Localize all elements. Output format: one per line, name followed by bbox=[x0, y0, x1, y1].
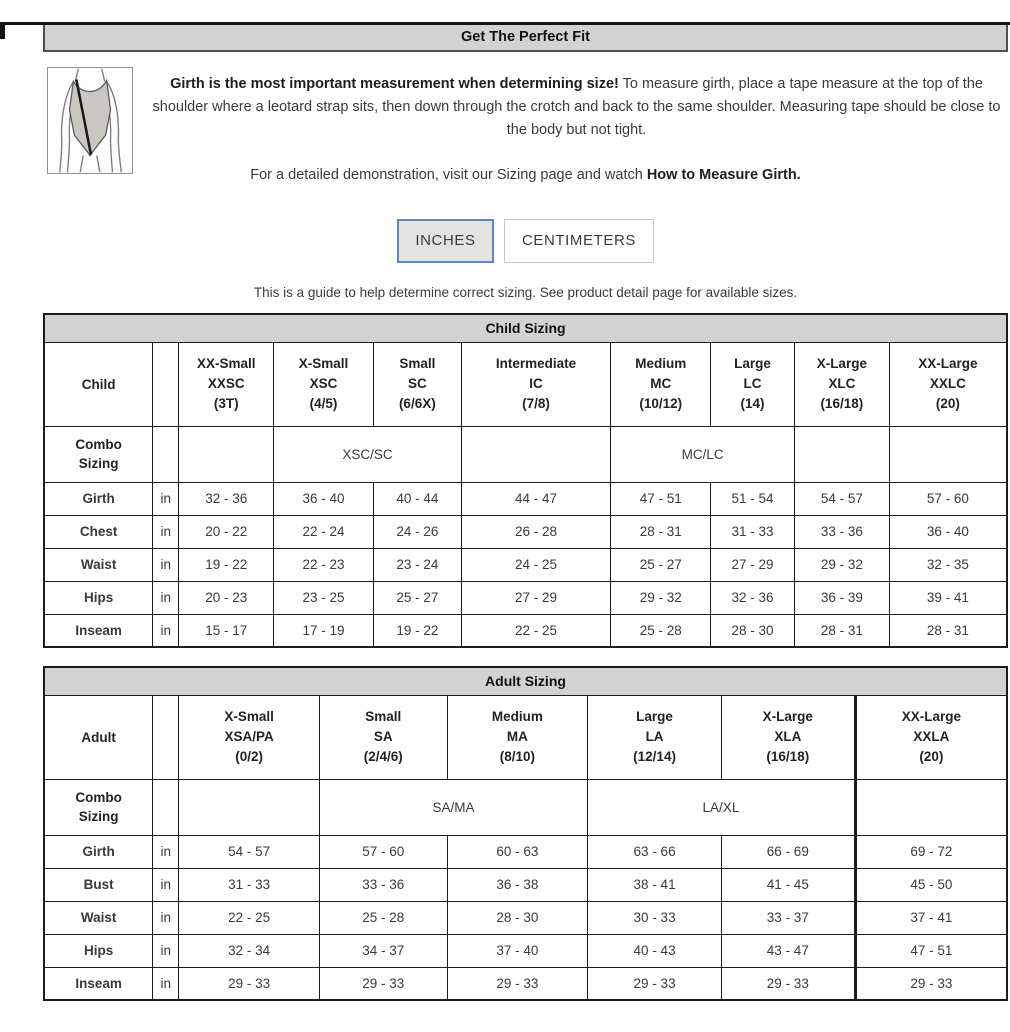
unit-cell: in bbox=[153, 581, 179, 614]
size-value-cell: 25 - 27 bbox=[373, 581, 461, 614]
combo-empty-cell bbox=[855, 779, 1007, 835]
size-code: MA bbox=[506, 729, 528, 744]
demo-line bbox=[43, 167, 1008, 183]
size-header-cell bbox=[794, 342, 889, 426]
size-value-cell: 29 - 33 bbox=[721, 967, 855, 1000]
size-value-cell: 25 - 28 bbox=[611, 614, 711, 647]
girth-instructions-text bbox=[145, 67, 1008, 142]
size-value-cell: 41 - 45 bbox=[721, 868, 855, 901]
size-value-cell: 57 - 60 bbox=[319, 835, 447, 868]
size-code: SC bbox=[407, 376, 427, 391]
size-value-cell: 28 - 31 bbox=[889, 614, 1007, 647]
size-value-cell: 32 - 36 bbox=[179, 482, 274, 515]
size-value-cell: 63 - 66 bbox=[588, 835, 722, 868]
size-value-cell: 66 - 69 bbox=[721, 835, 855, 868]
size-name: Intermediate bbox=[495, 356, 577, 371]
window-top-edge bbox=[0, 22, 1010, 25]
size-value-cell: 25 - 27 bbox=[611, 548, 711, 581]
combo-label-line: Sizing bbox=[78, 456, 119, 471]
unit-cell: in bbox=[153, 934, 179, 967]
combo-empty-cell bbox=[153, 426, 179, 482]
size-value-cell: 37 - 41 bbox=[855, 901, 1007, 934]
size-value-cell: 40 - 44 bbox=[373, 482, 461, 515]
size-name: Large bbox=[636, 709, 673, 724]
size-code: SA bbox=[373, 729, 393, 744]
size-value-cell: 54 - 57 bbox=[179, 835, 320, 868]
size-value-cell: 24 - 25 bbox=[461, 548, 611, 581]
size-header-cell bbox=[179, 695, 320, 779]
size-value-cell: 24 - 26 bbox=[373, 515, 461, 548]
size-header-cell bbox=[855, 695, 1007, 779]
row-label-cell: Girth bbox=[44, 482, 153, 515]
size-name: XX-Large bbox=[918, 356, 978, 371]
size-value-cell: 22 - 25 bbox=[179, 901, 320, 934]
size-fit: (2/4/6) bbox=[363, 749, 403, 764]
size-code: XXLA bbox=[913, 729, 950, 744]
size-fit: (3T) bbox=[213, 396, 239, 411]
size-name: X-Small bbox=[224, 709, 274, 724]
combo-empty-cell bbox=[461, 426, 611, 482]
combo-empty-cell bbox=[179, 426, 274, 482]
girth-instructions-bold: Girth is the most important measurement when determining size! bbox=[170, 75, 619, 92]
combo-label-line: Combo bbox=[75, 437, 122, 452]
size-value-cell: 28 - 31 bbox=[611, 515, 711, 548]
size-value-cell: 20 - 22 bbox=[179, 515, 274, 548]
adult-sizing-table bbox=[43, 666, 1008, 1001]
child-table-label: Child bbox=[44, 342, 153, 426]
size-value-cell: 39 - 41 bbox=[889, 581, 1007, 614]
size-value-cell: 47 - 51 bbox=[855, 934, 1007, 967]
size-value-cell: 20 - 23 bbox=[179, 581, 274, 614]
size-code: LA bbox=[645, 729, 664, 744]
size-header-cell bbox=[373, 342, 461, 426]
combo-empty-cell bbox=[794, 426, 889, 482]
size-name: Large bbox=[734, 356, 771, 371]
unit-cell: in bbox=[153, 548, 179, 581]
size-fit: (0/2) bbox=[235, 749, 263, 764]
combo-sizing-label bbox=[44, 426, 153, 482]
size-value-cell: 27 - 29 bbox=[461, 581, 611, 614]
size-value-cell: 26 - 28 bbox=[461, 515, 611, 548]
size-fit: (12/14) bbox=[633, 749, 676, 764]
size-value-cell: 19 - 22 bbox=[373, 614, 461, 647]
size-value-cell: 33 - 36 bbox=[319, 868, 447, 901]
size-value-cell: 51 - 54 bbox=[711, 482, 795, 515]
size-header-cell bbox=[447, 695, 588, 779]
size-fit: (20) bbox=[935, 396, 960, 411]
size-code: XSA/PA bbox=[224, 729, 274, 744]
size-value-cell: 27 - 29 bbox=[711, 548, 795, 581]
size-value-cell: 47 - 51 bbox=[611, 482, 711, 515]
combo-empty-cell bbox=[153, 779, 179, 835]
size-value-cell: 60 - 63 bbox=[447, 835, 588, 868]
size-name: XX-Small bbox=[196, 356, 256, 371]
size-fit: (4/5) bbox=[309, 396, 338, 411]
combo-sizing-label bbox=[44, 779, 153, 835]
size-value-cell: 32 - 34 bbox=[179, 934, 320, 967]
size-code: XSC bbox=[309, 376, 338, 391]
row-label-cell: Inseam bbox=[44, 967, 153, 1000]
row-label-cell: Bust bbox=[44, 868, 153, 901]
unit-header-cell bbox=[153, 695, 179, 779]
child-sizing-title: Child Sizing bbox=[44, 314, 1007, 342]
sizing-guide-note: This is a guide to help determine correct sizing. See product detail page for available sizes. bbox=[253, 284, 798, 300]
size-name: Medium bbox=[491, 709, 543, 724]
size-code: XLC bbox=[828, 376, 856, 391]
page-content bbox=[43, 22, 1008, 1001]
size-fit: (6/6X) bbox=[398, 396, 436, 411]
size-value-cell: 29 - 33 bbox=[319, 967, 447, 1000]
unit-cell: in bbox=[153, 868, 179, 901]
row-label-cell: Chest bbox=[44, 515, 153, 548]
size-value-cell: 57 - 60 bbox=[889, 482, 1007, 515]
size-value-cell: 31 - 33 bbox=[179, 868, 320, 901]
size-header-cell bbox=[461, 342, 611, 426]
size-code: XXSC bbox=[207, 376, 245, 391]
unit-cell: in bbox=[153, 967, 179, 1000]
size-value-cell: 37 - 40 bbox=[447, 934, 588, 967]
size-value-cell: 29 - 33 bbox=[447, 967, 588, 1000]
size-value-cell: 54 - 57 bbox=[794, 482, 889, 515]
size-value-cell: 22 - 25 bbox=[461, 614, 611, 647]
combo-size-cell: MC/LC bbox=[611, 426, 795, 482]
size-value-cell: 23 - 24 bbox=[373, 548, 461, 581]
size-value-cell: 40 - 43 bbox=[588, 934, 722, 967]
size-value-cell: 28 - 30 bbox=[711, 614, 795, 647]
adult-sizing-title: Adult Sizing bbox=[44, 667, 1007, 695]
size-header-cell bbox=[588, 695, 722, 779]
girth-measurement-diagram bbox=[47, 67, 133, 174]
size-code: XXLC bbox=[929, 376, 966, 391]
size-code: MC bbox=[650, 376, 672, 391]
size-value-cell: 22 - 23 bbox=[274, 548, 374, 581]
size-value-cell: 17 - 19 bbox=[274, 614, 374, 647]
size-value-cell: 15 - 17 bbox=[179, 614, 274, 647]
size-value-cell: 25 - 28 bbox=[319, 901, 447, 934]
combo-empty-cell bbox=[889, 426, 1007, 482]
size-value-cell: 44 - 47 bbox=[461, 482, 611, 515]
size-fit: (16/18) bbox=[820, 396, 864, 411]
page-title: Get The Perfect Fit bbox=[461, 29, 590, 45]
size-value-cell: 36 - 40 bbox=[889, 515, 1007, 548]
demo-line-text: For a detailed demonstration, visit our Sizing page and watch bbox=[250, 166, 643, 183]
size-value-cell: 32 - 36 bbox=[711, 581, 795, 614]
size-value-cell: 22 - 24 bbox=[274, 515, 374, 548]
size-value-cell: 28 - 31 bbox=[794, 614, 889, 647]
section-header-get-the-perfect-fit bbox=[43, 22, 1008, 52]
row-label-cell: Hips bbox=[44, 934, 153, 967]
size-value-cell: 33 - 37 bbox=[721, 901, 855, 934]
size-value-cell: 29 - 33 bbox=[588, 967, 722, 1000]
row-label-cell: Inseam bbox=[44, 614, 153, 647]
size-fit: (16/18) bbox=[766, 749, 810, 764]
size-name: X-Large bbox=[762, 709, 813, 724]
size-value-cell: 33 - 36 bbox=[794, 515, 889, 548]
size-value-cell: 43 - 47 bbox=[721, 934, 855, 967]
size-name: XX-Large bbox=[901, 709, 961, 724]
size-value-cell: 23 - 25 bbox=[274, 581, 374, 614]
unit-cell: in bbox=[153, 515, 179, 548]
unit-cell: in bbox=[153, 901, 179, 934]
demo-line-bold: How to Measure Girth. bbox=[646, 166, 801, 183]
size-value-cell: 45 - 50 bbox=[855, 868, 1007, 901]
size-name: Small bbox=[365, 709, 402, 724]
combo-size-cell: XSC/SC bbox=[274, 426, 462, 482]
unit-cell: in bbox=[153, 482, 179, 515]
size-value-cell: 69 - 72 bbox=[855, 835, 1007, 868]
size-code: XLA bbox=[774, 729, 802, 744]
size-code: LC bbox=[743, 376, 762, 391]
centimeters-button[interactable]: CENTIMETERS bbox=[504, 219, 654, 263]
size-value-cell: 30 - 33 bbox=[588, 901, 722, 934]
window-corner-mark bbox=[0, 22, 5, 39]
size-value-cell: 28 - 30 bbox=[447, 901, 588, 934]
size-name: Small bbox=[399, 356, 436, 371]
size-value-cell: 29 - 32 bbox=[794, 548, 889, 581]
size-header-cell bbox=[611, 342, 711, 426]
size-header-cell bbox=[711, 342, 795, 426]
size-value-cell: 29 - 33 bbox=[855, 967, 1007, 1000]
size-header-cell bbox=[274, 342, 374, 426]
size-header-cell bbox=[721, 695, 855, 779]
size-fit: (10/12) bbox=[639, 396, 683, 411]
row-label-cell: Girth bbox=[44, 835, 153, 868]
size-value-cell: 36 - 38 bbox=[447, 868, 588, 901]
unit-cell: in bbox=[153, 835, 179, 868]
adult-table-label: Adult bbox=[44, 695, 153, 779]
row-label-cell: Waist bbox=[44, 548, 153, 581]
size-fit: (7/8) bbox=[522, 396, 550, 411]
unit-cell: in bbox=[153, 614, 179, 647]
row-label-cell: Waist bbox=[44, 901, 153, 934]
size-fit: (14) bbox=[740, 396, 765, 411]
child-sizing-table bbox=[43, 313, 1008, 648]
combo-size-cell: LA/XL bbox=[588, 779, 856, 835]
size-value-cell: 29 - 32 bbox=[611, 581, 711, 614]
size-fit: (20) bbox=[919, 749, 944, 764]
unit-toggle bbox=[43, 219, 1008, 263]
unit-header-cell bbox=[153, 342, 179, 426]
size-value-cell: 34 - 37 bbox=[319, 934, 447, 967]
size-fit: (8/10) bbox=[499, 749, 536, 764]
size-name: Medium bbox=[635, 356, 687, 371]
size-value-cell: 36 - 40 bbox=[274, 482, 374, 515]
size-value-cell: 19 - 22 bbox=[179, 548, 274, 581]
size-header-cell bbox=[889, 342, 1007, 426]
inches-button[interactable]: INCHES bbox=[397, 219, 494, 263]
size-name: X-Large bbox=[816, 356, 867, 371]
size-value-cell: 36 - 39 bbox=[794, 581, 889, 614]
size-value-cell: 31 - 33 bbox=[711, 515, 795, 548]
combo-size-cell: SA/MA bbox=[319, 779, 587, 835]
row-label-cell: Hips bbox=[44, 581, 153, 614]
combo-empty-cell bbox=[179, 779, 320, 835]
size-value-cell: 38 - 41 bbox=[588, 868, 722, 901]
girth-instructions-rest: To measure girth, place a tape measure at the top of the shoulder where a leotard strap sits, then down through the crotch and back to the same shoulder. Measuring tape should be close to the body but not tight. bbox=[152, 75, 1001, 138]
size-value-cell: 32 - 35 bbox=[889, 548, 1007, 581]
combo-label-line: Sizing bbox=[78, 809, 119, 824]
combo-label-line: Combo bbox=[75, 790, 122, 805]
size-code: IC bbox=[529, 376, 543, 391]
size-name: X-Small bbox=[298, 356, 349, 371]
size-value-cell: 29 - 33 bbox=[179, 967, 320, 1000]
size-header-cell bbox=[319, 695, 447, 779]
leotard-icon bbox=[48, 68, 132, 173]
girth-instructions-section bbox=[43, 67, 1008, 147]
size-header-cell bbox=[179, 342, 274, 426]
